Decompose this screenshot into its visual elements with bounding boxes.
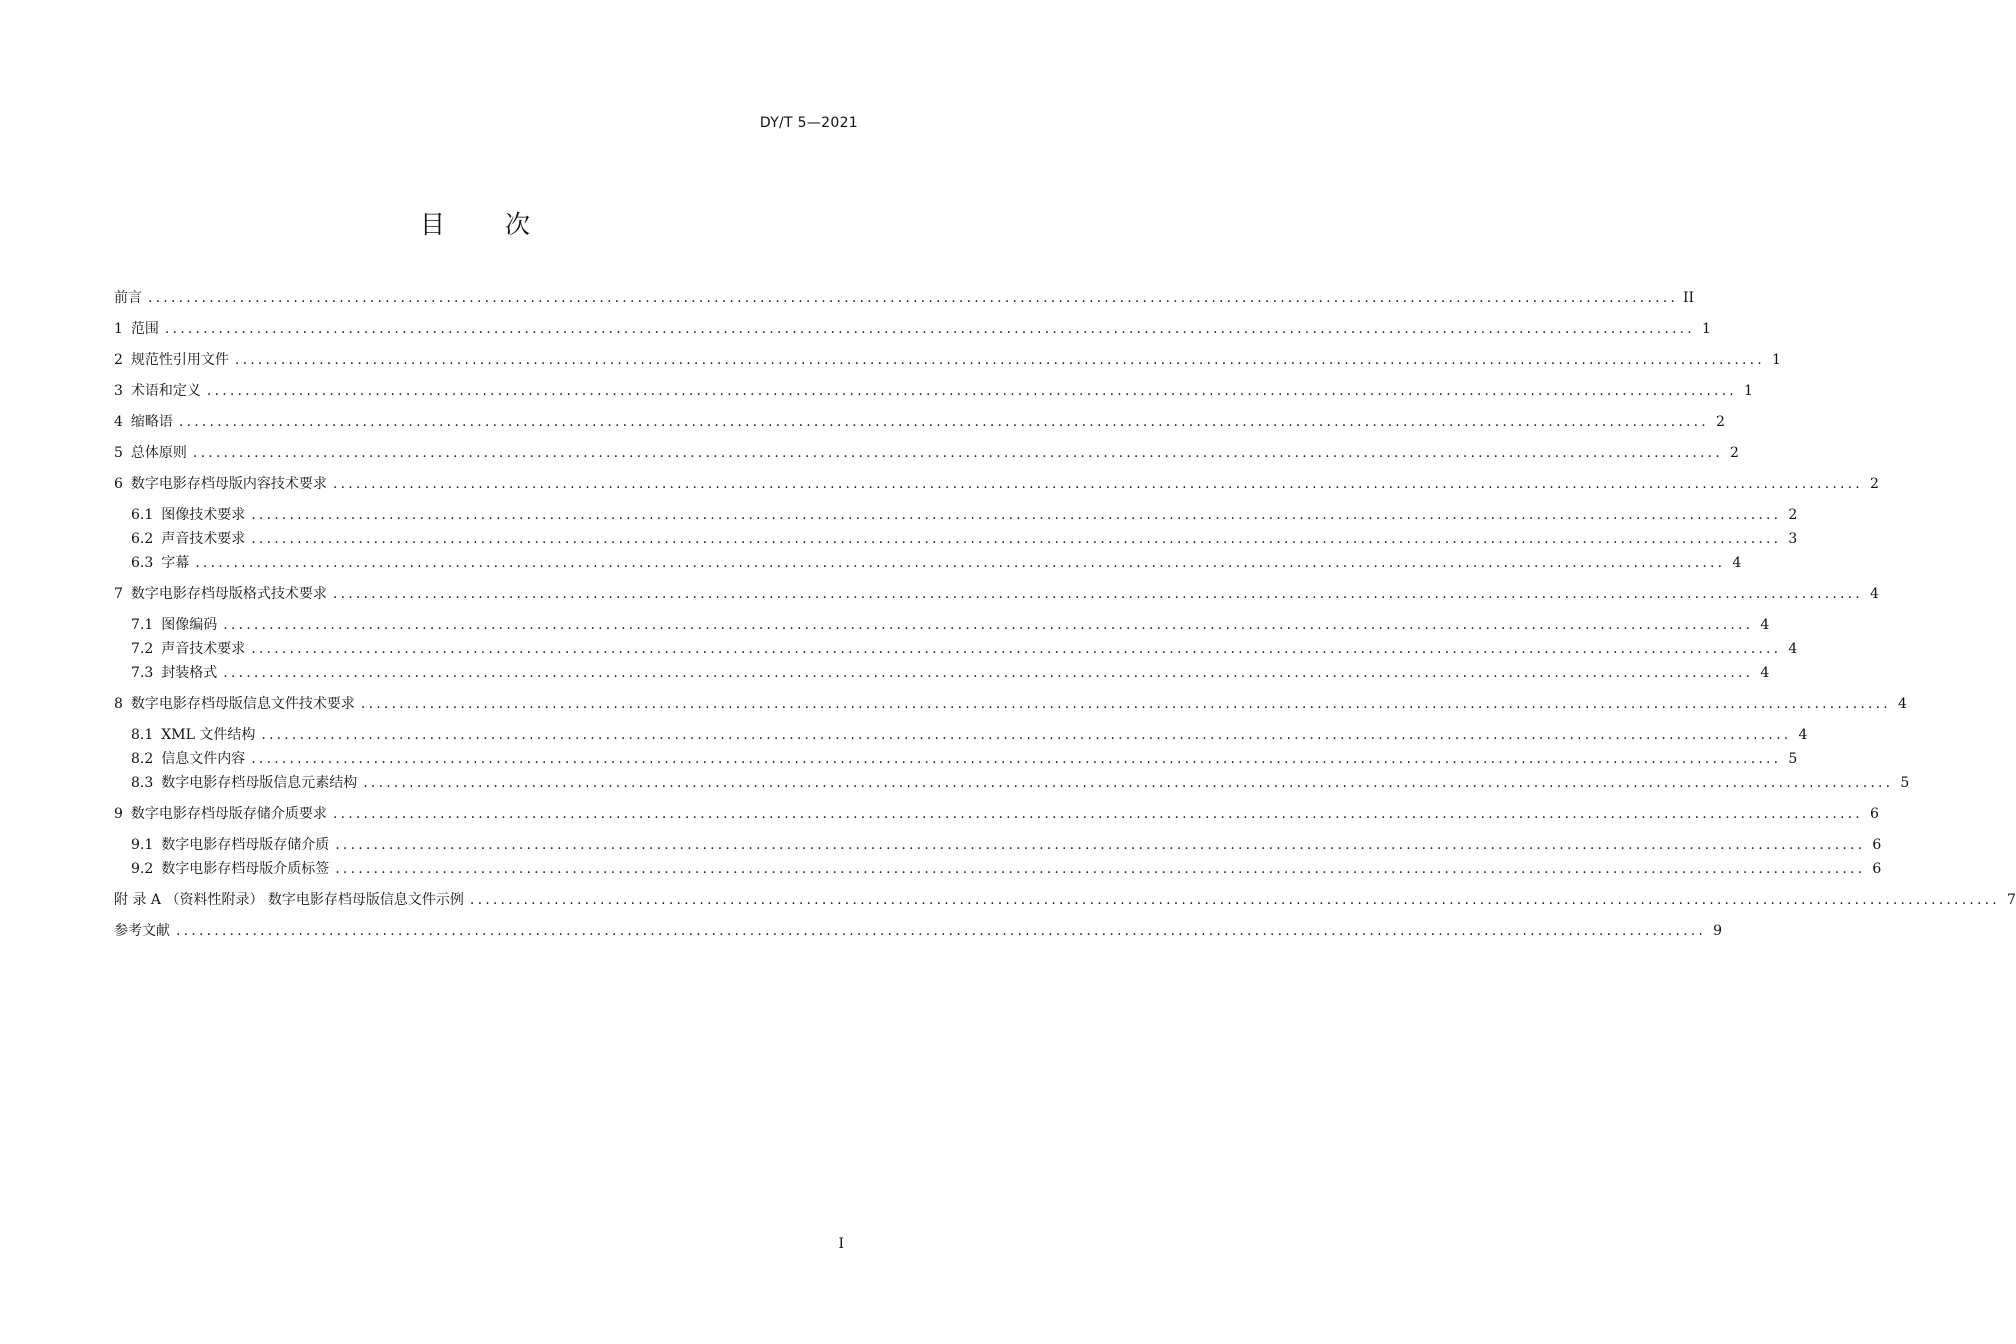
toc-entry[interactable]: [114, 441, 1739, 465]
toc-dot-leader: ........................................................................................................................................................................................................: [164, 321, 1695, 337]
toc-entry-label: 前言: [114, 290, 142, 306]
toc-dot-leader: ........................................................................................................................................................................................................: [360, 696, 1891, 712]
toc-entry-page: 4: [1732, 555, 1742, 571]
toc-entry-label: 数字电影存档母版信息文件技术要求: [130, 696, 355, 712]
toc-entry[interactable]: [114, 527, 1798, 551]
toc-dot-leader: ........................................................................................................................................................................................................: [335, 861, 1866, 877]
toc-entry-label: 字幕: [161, 555, 190, 571]
toc-entry-label: 参考文献: [114, 923, 170, 939]
toc-dot-leader: ........................................................................................................................................................................................................: [335, 837, 1866, 853]
toc-entry[interactable]: [114, 410, 1725, 434]
page-number: I: [838, 1236, 844, 1252]
toc-entry[interactable]: [114, 286, 1695, 310]
toc-entry[interactable]: [114, 472, 1879, 496]
toc-entry-page: 6: [1872, 837, 1882, 853]
toc-entry-page: 4: [1760, 665, 1770, 681]
toc-dot-leader: ........................................................................................................................................................................................................: [176, 923, 1707, 939]
toc-dot-leader: ........................................................................................................................................................................................................: [251, 531, 1782, 547]
toc-entry-number: 8.1: [131, 727, 154, 743]
toc-entry-page: 1: [1702, 321, 1711, 337]
toc-entry-number: 9.2: [131, 861, 154, 877]
page-title: 目 次: [420, 210, 556, 239]
document-code: DY/T 5—2021: [759, 115, 858, 131]
toc-entry-page: 5: [1788, 751, 1798, 767]
toc-entry[interactable]: [114, 833, 1882, 857]
toc-entry-label: 声音技术要求: [161, 531, 246, 547]
toc-entry-number: 7.2: [131, 641, 154, 657]
toc-entry-label: 数字电影存档母版内容技术要求: [130, 476, 327, 492]
toc-entry[interactable]: [114, 348, 1781, 372]
toc-entry-number: 5: [114, 445, 123, 461]
toc-dot-leader: ........................................................................................................................................................................................................: [251, 507, 1782, 523]
toc-entry-label: 数字电影存档母版存储介质要求: [130, 806, 327, 822]
toc-entry[interactable]: [114, 888, 2016, 912]
toc-entry-page: 3: [1788, 531, 1798, 547]
toc-dot-leader: ........................................................................................................................................................................................................: [206, 383, 1737, 399]
toc-entry-number: 6.2: [131, 531, 154, 547]
toc-entry-number: 7.1: [131, 617, 154, 633]
toc-entry-page: 1: [1744, 383, 1753, 399]
toc-entry[interactable]: [114, 723, 1808, 747]
toc-entry[interactable]: [114, 317, 1711, 341]
toc-entry-number: 8: [114, 696, 123, 712]
toc-dot-leader: ........................................................................................................................................................................................................: [363, 775, 1894, 791]
toc-entry-number: 9: [114, 806, 123, 822]
toc-entry[interactable]: [114, 919, 1723, 943]
toc-entry[interactable]: [114, 582, 1879, 606]
toc-entry-label: 数字电影存档母版介质标签: [161, 861, 330, 877]
toc-dot-leader: ........................................................................................................................................................................................................: [332, 806, 1863, 822]
toc-dot-leader: ........................................................................................................................................................................................................: [223, 665, 1754, 681]
toc-entry[interactable]: [114, 637, 1798, 661]
toc-entry-label: 声音技术要求: [161, 641, 246, 657]
table-of-contents: [114, 286, 2016, 943]
toc-entry-label: 数字电影存档母版格式技术要求: [130, 586, 327, 602]
toc-entry-label: 缩略语: [130, 414, 173, 430]
toc-entry-page: 2: [1788, 507, 1798, 523]
toc-dot-leader: ........................................................................................................................................................................................................: [332, 586, 1863, 602]
toc-entry-page: 4: [1870, 586, 1879, 602]
toc-dot-leader: ........................................................................................................................................................................................................: [469, 892, 2000, 908]
toc-entry[interactable]: [114, 551, 1742, 575]
toc-entry-label: 总体原则: [130, 445, 187, 461]
toc-entry[interactable]: [114, 503, 1798, 527]
toc-entry-page: 4: [1898, 696, 1907, 712]
toc-dot-leader: ........................................................................................................................................................................................................: [192, 445, 1723, 461]
toc-entry-page: 2: [1870, 476, 1879, 492]
toc-entry-number: 2: [114, 352, 123, 368]
toc-entry-page: 6: [1870, 806, 1879, 822]
toc-entry-label: 数字电影存档母版存储介质: [161, 837, 330, 853]
toc-entry-page: 6: [1872, 861, 1882, 877]
toc-entry[interactable]: [114, 379, 1753, 403]
toc-dot-leader: ........................................................................................................................................................................................................: [332, 476, 1863, 492]
toc-entry-page: 7: [2007, 892, 2016, 908]
toc-entry-page: 4: [1798, 727, 1808, 743]
toc-entry-label: 信息文件内容: [161, 751, 246, 767]
toc-entry-label: XML 文件结构: [161, 727, 256, 743]
toc-dot-leader: ........................................................................................................................................................................................................: [251, 751, 1782, 767]
toc-entry[interactable]: [114, 747, 1798, 771]
toc-entry-number: 3: [114, 383, 123, 399]
toc-entry-number: 8.2: [131, 751, 154, 767]
toc-entry-page: 4: [1788, 641, 1798, 657]
toc-entry-number: 6.1: [131, 507, 154, 523]
toc-entry[interactable]: [114, 857, 1882, 881]
toc-entry-label: 封装格式: [161, 665, 218, 681]
toc-entry-label: 数字电影存档母版信息元素结构: [161, 775, 358, 791]
toc-entry-number: 7: [114, 586, 123, 602]
toc-entry-label: 附 录 A （资料性附录） 数字电影存档母版信息文件示例: [114, 892, 464, 908]
toc-entry-page: 2: [1730, 445, 1739, 461]
toc-entry-page: 1: [1772, 352, 1781, 368]
toc-dot-leader: ........................................................................................................................................................................................................: [251, 641, 1782, 657]
toc-entry-number: 6: [114, 476, 123, 492]
toc-dot-leader: ........................................................................................................................................................................................................: [234, 352, 1765, 368]
toc-entry[interactable]: [114, 802, 1879, 826]
toc-entry-label: 规范性引用文件: [130, 352, 229, 368]
toc-entry-label: 范围: [130, 321, 159, 337]
toc-entry-number: 8.3: [131, 775, 154, 791]
toc-entry-label: 术语和定义: [130, 383, 201, 399]
toc-entry-page: 2: [1716, 414, 1725, 430]
toc-entry-number: 7.3: [131, 665, 154, 681]
toc-entry-page: II: [1682, 290, 1695, 306]
toc-entry-label: 图像编码: [161, 617, 218, 633]
toc-entry-number: 1: [114, 321, 123, 337]
toc-entry-page: 5: [1900, 775, 1910, 791]
toc-entry-label: 图像技术要求: [161, 507, 246, 523]
toc-dot-leader: ........................................................................................................................................................................................................: [178, 414, 1709, 430]
toc-entry[interactable]: [114, 692, 1907, 716]
toc-entry[interactable]: [114, 661, 1770, 685]
toc-dot-leader: ........................................................................................................................................................................................................: [195, 555, 1726, 571]
toc-entry-page: 9: [1713, 923, 1723, 939]
toc-entry-number: 9.1: [131, 837, 154, 853]
toc-entry-page: 4: [1760, 617, 1770, 633]
toc-dot-leader: ........................................................................................................................................................................................................: [261, 727, 1792, 743]
toc-entry-number: 4: [114, 414, 123, 430]
toc-entry-number: 6.3: [131, 555, 154, 571]
toc-entry[interactable]: [114, 613, 1770, 637]
toc-dot-leader: ........................................................................................................................................................................................................: [148, 290, 1679, 306]
toc-dot-leader: ........................................................................................................................................................................................................: [223, 617, 1754, 633]
toc-entry[interactable]: [114, 771, 1910, 795]
